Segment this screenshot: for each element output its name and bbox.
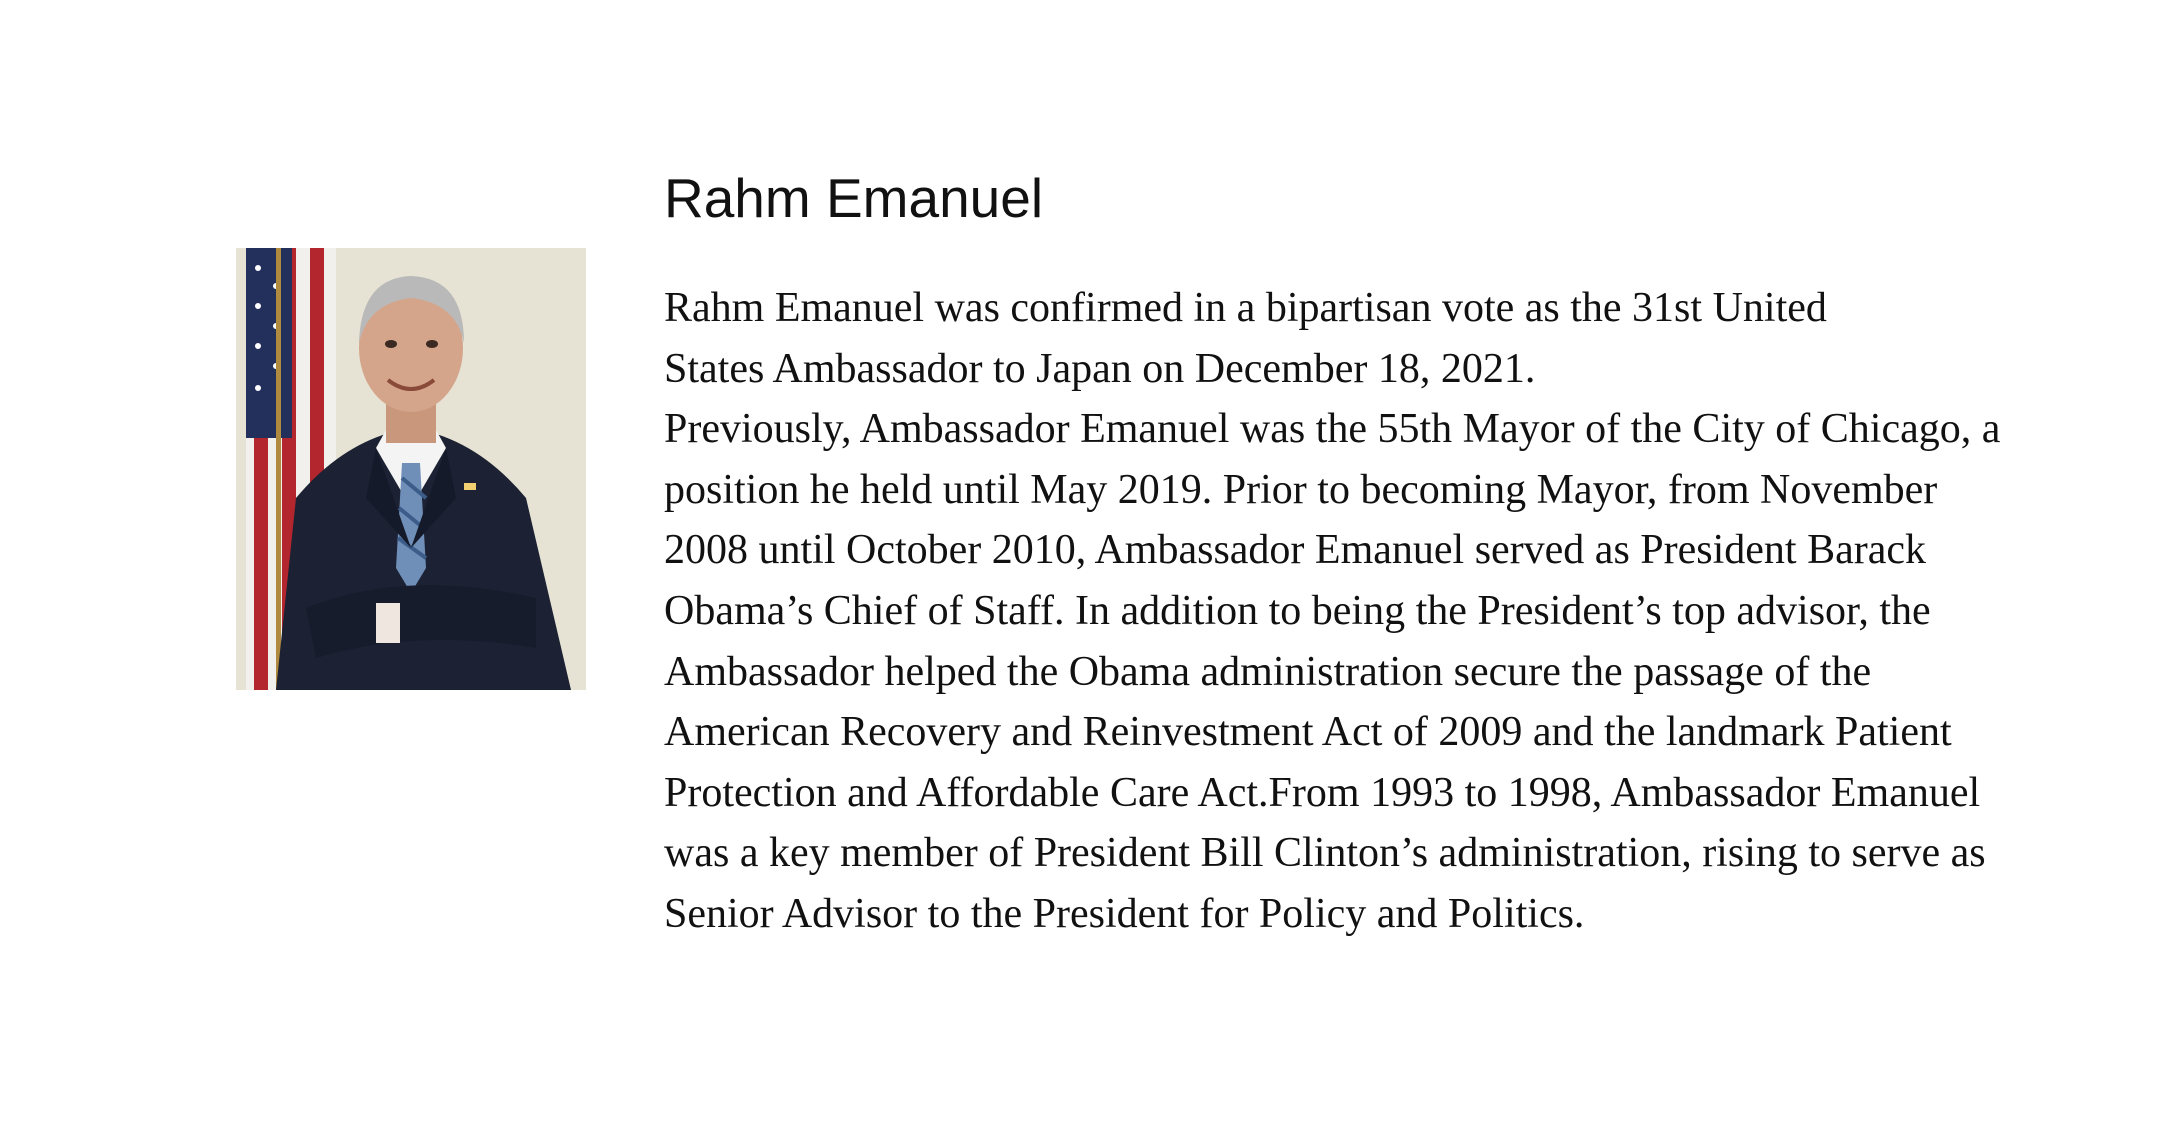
bio-line: Protection and Affordable Care Act.From 1993 to 1998, Ambassador Emanuel [664,769,1981,816]
bio-line: Obama’s Chief of Staff. In addition to being the President’s top advisor, the [664,587,1931,634]
bio-line: 2008 until October 2010, Ambassador Emanuel served as President Barack [664,527,1927,574]
portrait-illustration [236,248,586,690]
bio-line: Ambassador helped the Obama administration secure the passage of the [664,648,1872,695]
bio-line: was a key member of President Bill Clinton’s administration, rising to serve as [664,830,1986,877]
bio-line: Rahm Emanuel was confirmed in a bipartisan vote as the 31st United [664,285,1827,331]
bio-line: Previously, Ambassador Emanuel was the 55th Mayor of the City of Chicago, a [664,406,2001,453]
bio-line: American Recovery and Reinvestment Act of 2009 and the landmark Patient [664,709,1952,756]
bio-line: position he held until May 2019. Prior to becoming Mayor, from November [664,466,1938,513]
biography-text [664,278,2084,945]
bio-line: Senior Advisor to the President for Policy and Politics. [664,890,1585,937]
bio-line: States Ambassador to Japan on December 18, 2021. [664,345,1536,392]
portrait-photo [236,248,586,690]
person-name-heading: Rahm Emanuel [664,167,1044,229]
